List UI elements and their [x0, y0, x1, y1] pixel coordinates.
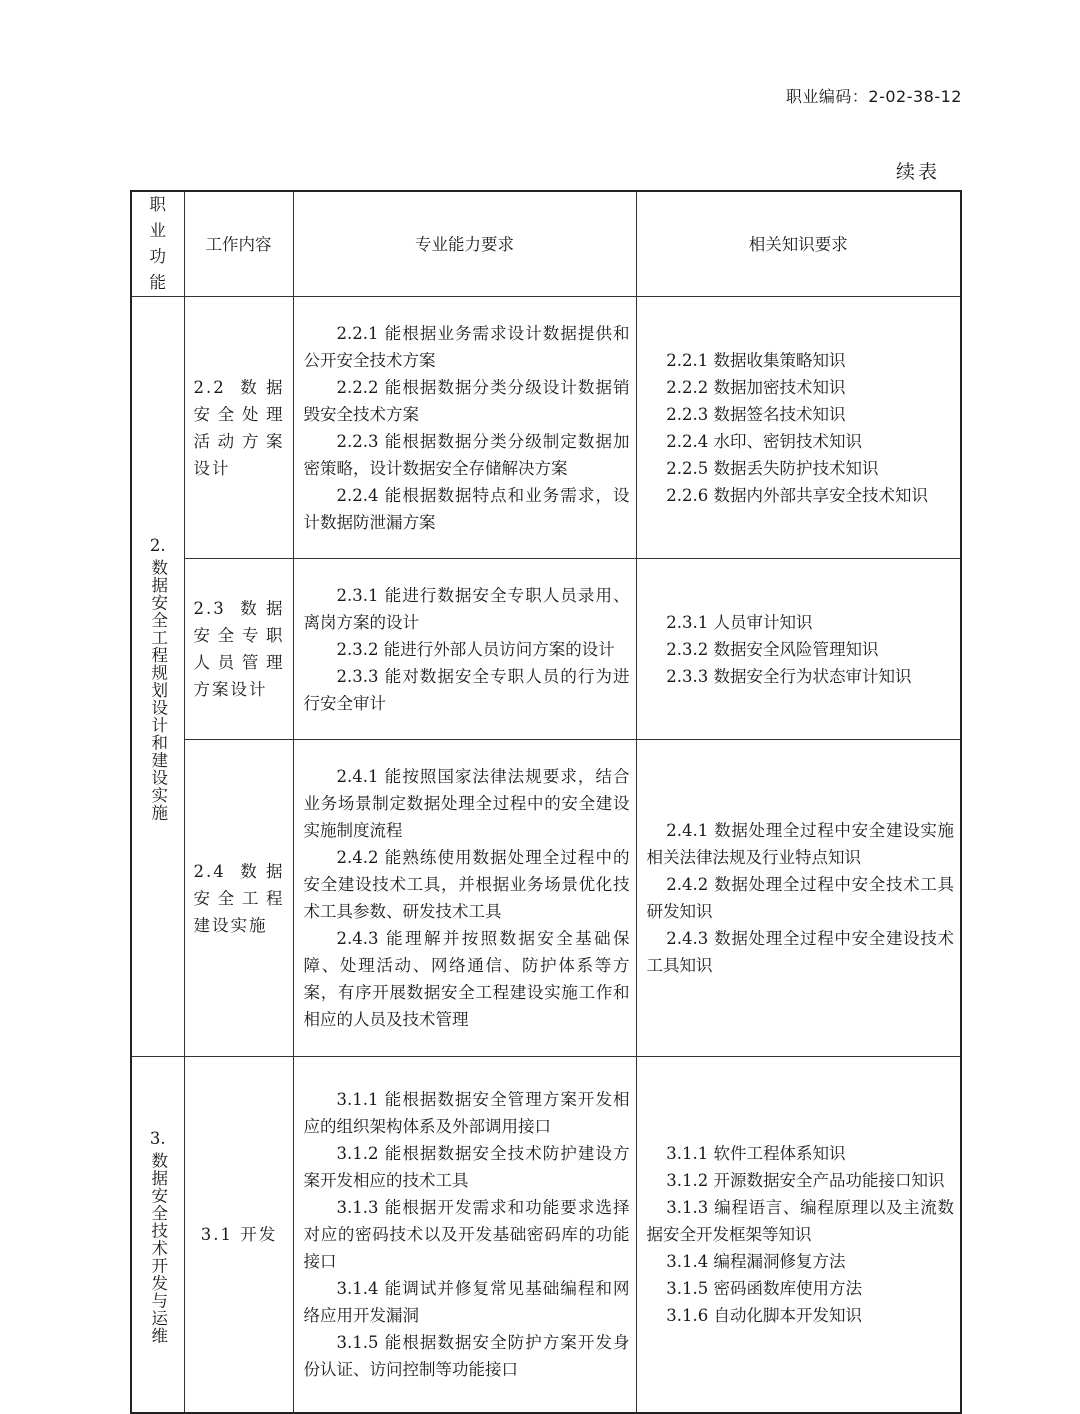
header-knowledge: 相关知识要求 [636, 191, 961, 297]
knowledge-item: 3.1.5 密码函数库使用方法 [666, 1278, 863, 1298]
header-work: 工作内容 [184, 191, 293, 297]
knowledge-item: 2.4.3 数据处理全过程中安全建设技术工具知识 [646, 929, 954, 975]
knowledge-item: 3.1.3 编程语言、编程原理以及主流数据安全开发框架等知识 [646, 1197, 954, 1244]
knowledge-item: 2.2.1 数据收集策略知识 [666, 350, 846, 370]
knowledge-item: 2.2.6 数据内外部共享安全技术知识 [666, 485, 929, 505]
occupation-code: 职业编码：2-02-38-12 [785, 87, 962, 106]
continued-label: 续表 [896, 161, 941, 183]
knowledge-item: 2.4.2 数据处理全过程中安全技术工具研发知识 [646, 875, 954, 921]
knowledge-item: 3.1.4 编程漏洞修复方法 [666, 1251, 846, 1271]
work-content: 2.3 数据安全专职人员管理方案设计 [184, 559, 293, 740]
ability-item: 3.1.4 能调试并修复常见基础编程和网络应用开发漏洞 [303, 1278, 630, 1325]
knowledge-item: 2.2.5 数据丢失防护技术知识 [666, 458, 879, 478]
function-cell [131, 1057, 184, 1413]
ability-cell [293, 1057, 636, 1413]
ability-item: 2.4.2 能熟练使用数据处理全过程中的安全建设技术工具，并根据业务场景优化技术工具参数、研发技术工具 [303, 848, 630, 921]
knowledge-item: 2.2.3 数据签名技术知识 [666, 404, 846, 424]
knowledge-item: 2.2.2 数据加密技术知识 [666, 377, 846, 397]
knowledge-item: 3.1.6 自动化脚本开发知识 [666, 1305, 863, 1325]
ability-item: 3.1.5 能根据数据安全防护方案开发身份认证、访问控制等功能接口 [303, 1332, 630, 1379]
knowledge-cell [636, 1057, 961, 1413]
ability-item: 2.2.3 能根据数据分类分级制定数据加密策略，设计数据安全存储解决方案 [303, 431, 630, 478]
function-text: 数据安全技术开发与运维 [148, 1151, 168, 1344]
ability-item: 2.3.2 能进行外部人员访问方案的设计 [336, 639, 615, 659]
header-ability: 专业能力要求 [293, 191, 636, 297]
knowledge-cell [636, 559, 961, 740]
ability-item: 3.1.3 能根据开发需求和功能要求选择对应的密码技术以及开发基础密码库的功能接口 [303, 1197, 630, 1271]
table-row [131, 740, 961, 1057]
knowledge-item: 2.3.3 数据安全行为状态审计知识 [666, 666, 912, 686]
ability-item: 2.3.3 能对数据安全专职人员的行为进行安全审计 [303, 666, 630, 713]
work-content: 2.2 数据安全处理活动方案设计 [184, 297, 293, 559]
function-number: 3. [149, 1128, 166, 1148]
function-cell [131, 297, 184, 1057]
ability-item: 2.2.4 能根据数据特点和业务需求，设计数据防泄漏方案 [303, 485, 630, 532]
knowledge-item: 2.3.2 数据安全风险管理知识 [666, 639, 879, 659]
ability-cell [293, 559, 636, 740]
ability-item: 2.2.2 能根据数据分类分级设计数据销毁安全技术方案 [303, 377, 630, 424]
ability-item: 2.3.1 能进行数据安全专职人员录用、离岗方案的设计 [303, 585, 630, 632]
ability-item: 3.1.2 能根据数据安全技术防护建设方案开发相应的技术工具 [303, 1143, 630, 1190]
table-row [131, 297, 961, 559]
ability-item: 3.1.1 能根据数据安全管理方案开发相应的组织架构体系及外部调用接口 [303, 1089, 630, 1136]
work-content: 2.4 数据安全工程建设实施 [184, 740, 293, 1057]
knowledge-item: 3.1.1 软件工程体系知识 [666, 1143, 846, 1163]
occupation-table [130, 190, 962, 1414]
function-text: 数据安全工程规划设计和建设实施 [148, 558, 168, 822]
ability-cell [293, 297, 636, 559]
knowledge-item: 2.4.1 数据处理全过程中安全建设实施相关法律法规及行业特点知识 [646, 821, 954, 867]
function-number: 2. [149, 535, 166, 555]
table-header-row [131, 191, 961, 297]
header-function: 职业功能 [131, 191, 184, 297]
ability-item: 2.4.1 能按照国家法律法规要求，结合业务场景制定数据处理全过程中的安全建设实施制度流程 [303, 767, 630, 840]
work-content: 3.1 开发 [184, 1057, 293, 1413]
knowledge-item: 2.2.4 水印、密钥技术知识 [666, 431, 863, 451]
ability-item: 2.2.1 能根据业务需求设计数据提供和公开安全技术方案 [303, 323, 630, 370]
knowledge-cell [636, 297, 961, 559]
knowledge-cell [636, 740, 961, 1057]
table-row [131, 559, 961, 740]
knowledge-item: 3.1.2 开源数据安全产品功能接口知识 [666, 1170, 945, 1190]
ability-cell [293, 740, 636, 1057]
ability-item: 2.4.3 能理解并按照数据安全基础保障、处理活动、网络通信、防护体系等方案，有序开展数据安全工程建设实施工作和相应的人员及技术管理 [303, 929, 630, 1029]
knowledge-item: 2.3.1 人员审计知识 [666, 612, 813, 632]
table-row [131, 1057, 961, 1413]
